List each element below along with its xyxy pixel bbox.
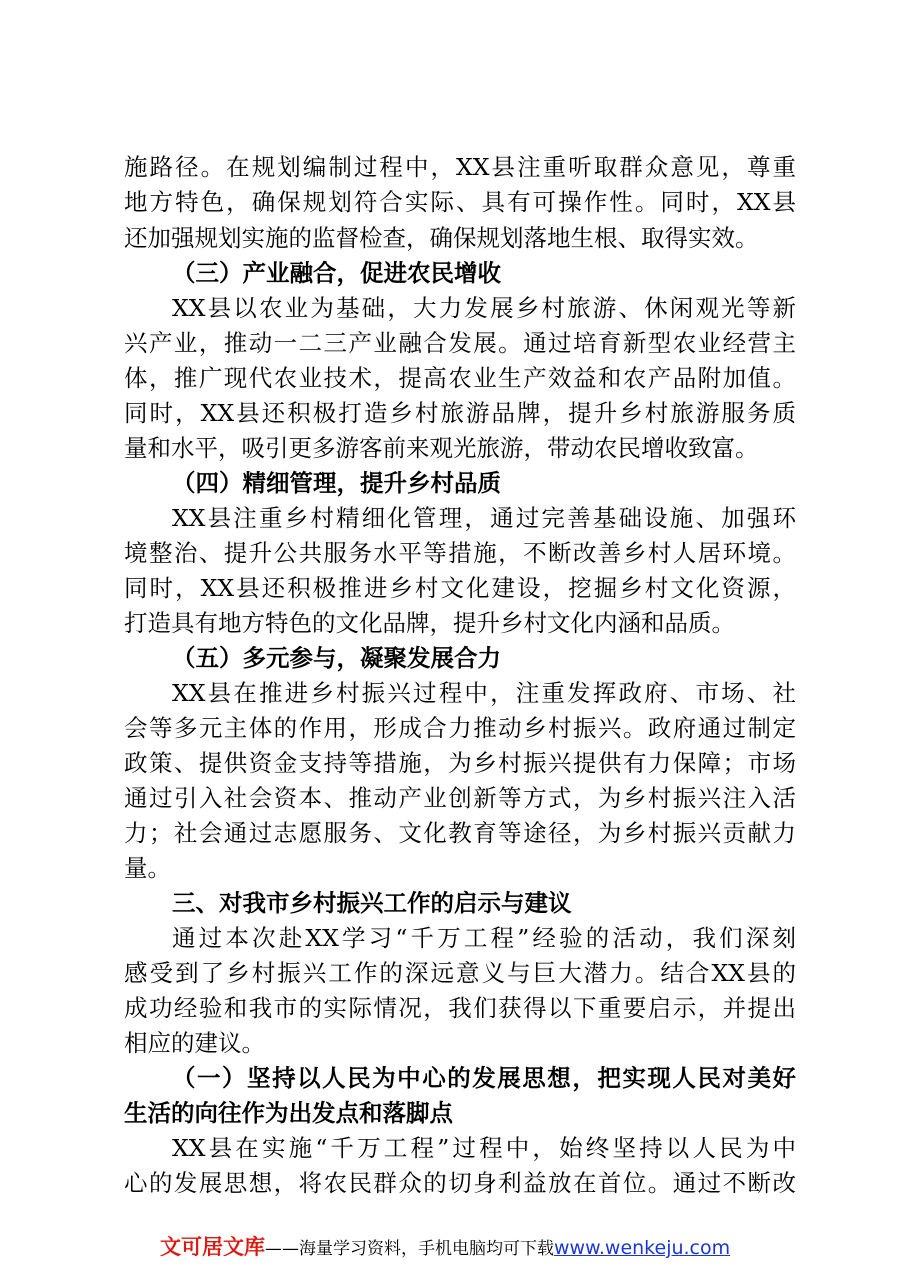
- body-line: 境整治、提升公共服务水平等措施，不断改善乡村人居环境。: [124, 539, 796, 567]
- body-line: 感受到了乡村振兴工作的深远意义与巨大潜力。结合XX县的: [124, 959, 796, 987]
- footer-banner: [160, 1232, 780, 1262]
- body-line: XX县注重乡村精细化管理，通过完善基础设施、加强环: [172, 504, 796, 532]
- footer-tagline: ——海量学习资料，手机电脑均可下载: [265, 1239, 554, 1259]
- subsection-heading: 生活的向往作为出发点和落脚点: [124, 1099, 453, 1127]
- subsection-heading: （三）产业融合，促进农民增收: [172, 259, 501, 287]
- body-line: 通过本次赴XX学习“千万工程”经验的活动，我们深刻: [172, 924, 796, 952]
- body-line: 同时，XX县还积极推进乡村文化建设，挖掘乡村文化资源，: [124, 574, 796, 602]
- body-line: 通过引入社会资本、推动产业创新等方式，为乡村振兴注入活: [124, 784, 796, 812]
- body-line: 地方特色，确保规划符合实际、具有可操作性。同时，XX县: [124, 188, 796, 216]
- subsection-heading: （一）坚持以人民为中心的发展思想，把实现人民对美好: [172, 1064, 796, 1092]
- body-line: 施路径。在规划编制过程中，XX县注重听取群众意见，尊重: [124, 153, 796, 181]
- body-line: 心的发展思想，将农民群众的切身利益放在首位。通过不断改: [124, 1169, 796, 1197]
- body-line: 量和水平，吸引更多游客前来观光旅游，带动农民增收致富。: [124, 434, 759, 462]
- body-line: XX县在推进乡村振兴过程中，注重发挥政府、市场、社: [172, 679, 796, 707]
- body-line: 体，推广现代农业技术，提高农业生产效益和农产品附加值。: [124, 364, 796, 392]
- body-line: XX县在实施“千万工程”过程中，始终坚持以人民为中: [172, 1134, 796, 1162]
- body-line: 量。: [124, 854, 171, 882]
- body-line: 打造具有地方特色的文化品牌，提升乡村文化内涵和品质。: [124, 609, 735, 637]
- body-line: 会等多元主体的作用，形成合力推动乡村振兴。政府通过制定: [124, 714, 796, 742]
- body-line: 相应的建议。: [124, 1029, 265, 1057]
- body-line: 力；社会通过志愿服务、文化教育等途径，为乡村振兴贡献力: [124, 819, 796, 847]
- footer-brand: 文可居文库: [160, 1235, 265, 1259]
- subsection-heading: （五）多元参与，凝聚发展合力: [172, 644, 501, 672]
- section-heading: 三、对我市乡村振兴工作的启示与建议: [172, 889, 572, 917]
- subsection-heading: （四）精细管理，提升乡村品质: [172, 469, 501, 497]
- body-line: 政策、提供资金支持等措施，为乡村振兴提供有力保障；市场: [124, 749, 796, 777]
- body-line: 同时，XX县还积极打造乡村旅游品牌，提升乡村旅游服务质: [124, 399, 796, 427]
- body-line: 兴产业，推动一二三产业融合发展。通过培育新型农业经营主: [124, 329, 796, 357]
- body-line: 还加强规划实施的监督检查，确保规划落地生根、取得实效。: [124, 224, 759, 252]
- body-line: XX县以农业为基础，大力发展乡村旅游、休闲观光等新: [172, 294, 796, 322]
- body-line: 成功经验和我市的实际情况，我们获得以下重要启示，并提出: [124, 994, 796, 1022]
- footer-url-link[interactable]: www.wenkeju.com: [554, 1237, 731, 1259]
